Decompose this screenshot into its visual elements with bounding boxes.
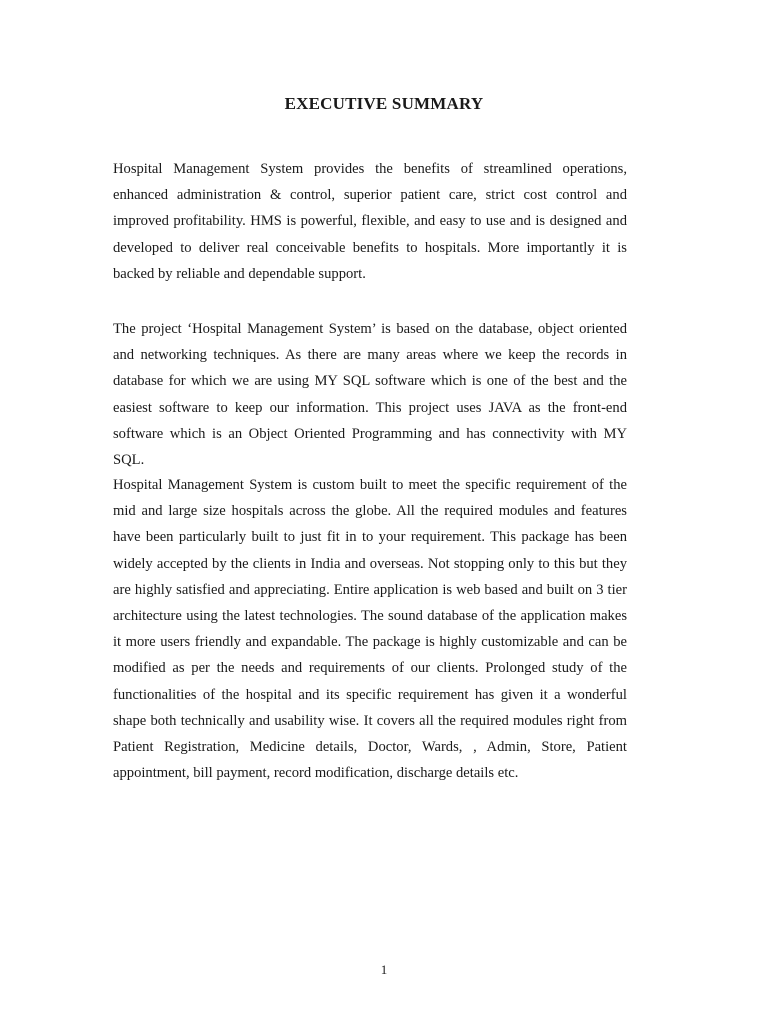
paragraph-project: The project ‘Hospital Management System’ is based on the database, object oriented and networking techniques. As there are many areas where we keep the records in database for which we are using MY SQL software which is one of the best and the easiest software to keep our information. This project uses JAVA as the front-end software which is an Object Oriented Programming and has connectivity with MY SQL. [113,321,627,469]
paragraph-features: Hospital Management System is custom built to meet the specific requirement of the mid and large size hospitals across the globe. All the required modules and features have been particularly built to just fit in to your requirement. This package has been widely accepted by the clients in India and overseas. Not stopping only to this but they are highly satisfied and appreciating. Entire application is web based and built on 3 tier architecture using the latest technologies. The sound database of the application makes it more users friendly and expandable. The package is highly customizable and can be modified as per the needs and requirements of our clients. Prolonged study of the functionalities of the hospital and its specific requirement has given it a wonderful shape both technically and usability wise. It covers all the required modules right from Patient Registration, Medicine details, Doctor, Wards, , Admin, Store, Patient appointment, bill payment, record modification, discharge details etc. [113,477,627,782]
paragraph-intro: Hospital Management System provides the benefits of streamlined operations, enhanced administration & control, superior patient care, strict cost control and improved profitability. HMS is powerful, flexible, and easy to use and is designed and developed to deliver real conceivable benefits to hospitals. More importantly it is backed by reliable and dependable support. [113,161,627,282]
page-number: 1 [380,962,388,977]
page-title: EXECUTIVE SUMMARY [284,94,484,113]
